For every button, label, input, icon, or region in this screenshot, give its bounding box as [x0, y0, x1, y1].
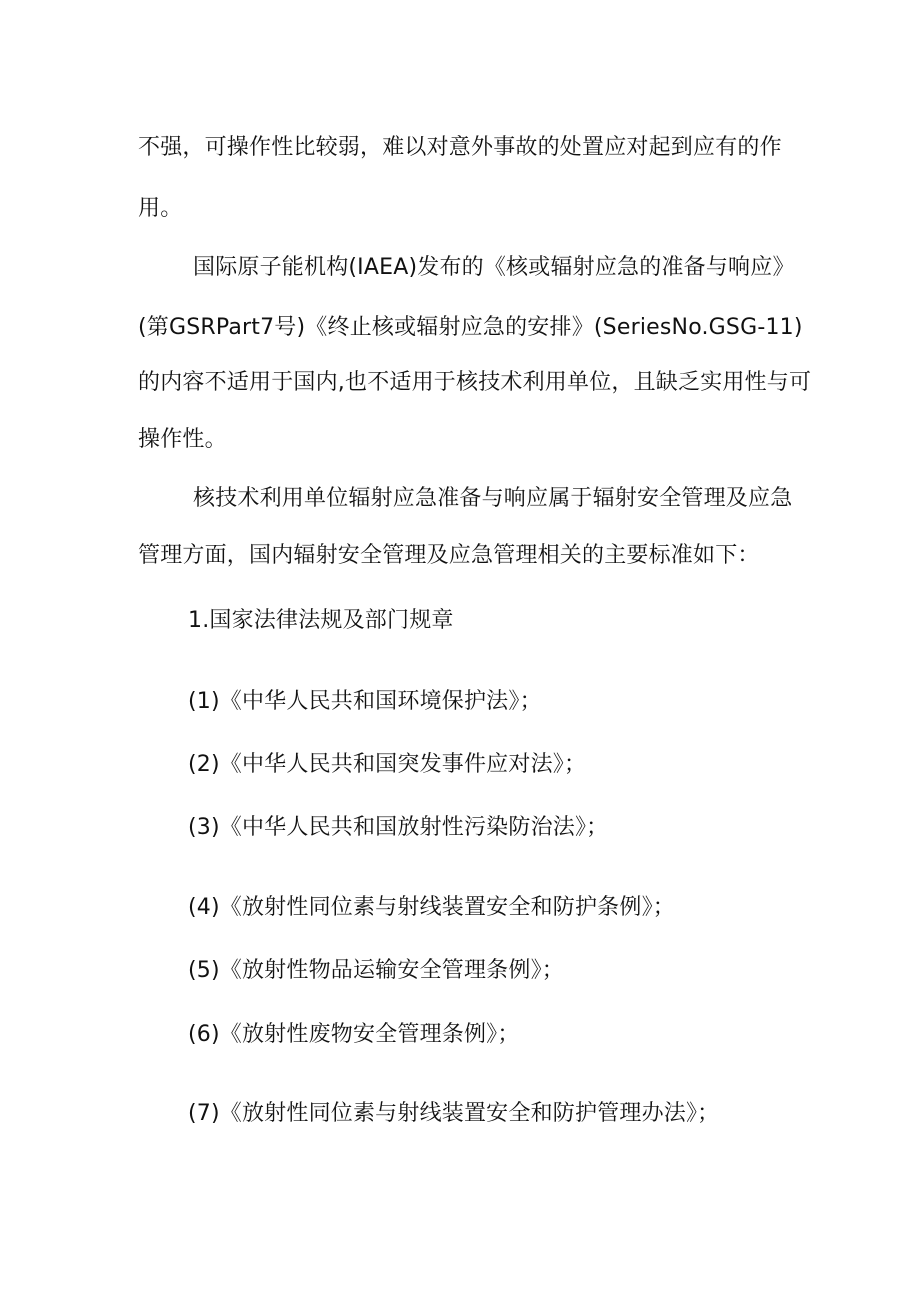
list-item-1: (1)《中华人民共和国环境保护法》； [188, 689, 542, 714]
paragraph-1-line-1: 不强，可操作性比较弱，难以对意外事故的处置应对起到应有的作 [138, 135, 782, 160]
list-item-5: (5)《放射性物品运输安全管理条例》； [188, 958, 564, 983]
list-item-7: (7)《放射性同位素与射线装置安全和防护管理办法》； [188, 1101, 720, 1126]
paragraph-3-line-1: 核技术利用单位辐射应急准备与响应属于辐射安全管理及应急 [193, 486, 793, 511]
paragraph-1-line-2: 用。 [138, 196, 183, 221]
paragraph-2-line-1: 国际原子能机构(IAEA)发布的《核或辐射应急的准备与响应》 [193, 255, 795, 280]
list-item-2: (2)《中华人民共和国突发事件应对法》； [188, 752, 587, 777]
paragraph-2-line-2: (第GSRPart7号)《终止核或辐射应急的安排》(SeriesNo.GSG-11) [138, 315, 803, 340]
paragraph-2-line-4: 操作性。 [138, 427, 227, 452]
list-item-3: (3)《中华人民共和国放射性污染防治法》； [188, 815, 609, 840]
section-heading: 1.国家法律法规及部门规章 [188, 608, 454, 633]
paragraph-2-line-3: 的内容不适用于国内,也不适用于核技术利用单位，且缺乏实用性与可 [138, 370, 812, 395]
paragraph-3-line-2: 管理方面，国内辐射安全管理及应急管理相关的主要标准如下： [138, 543, 760, 568]
list-item-4: (4)《放射性同位素与射线装置安全和防护条例》； [188, 895, 675, 920]
list-item-6: (6)《放射性废物安全管理条例》； [188, 1022, 520, 1047]
